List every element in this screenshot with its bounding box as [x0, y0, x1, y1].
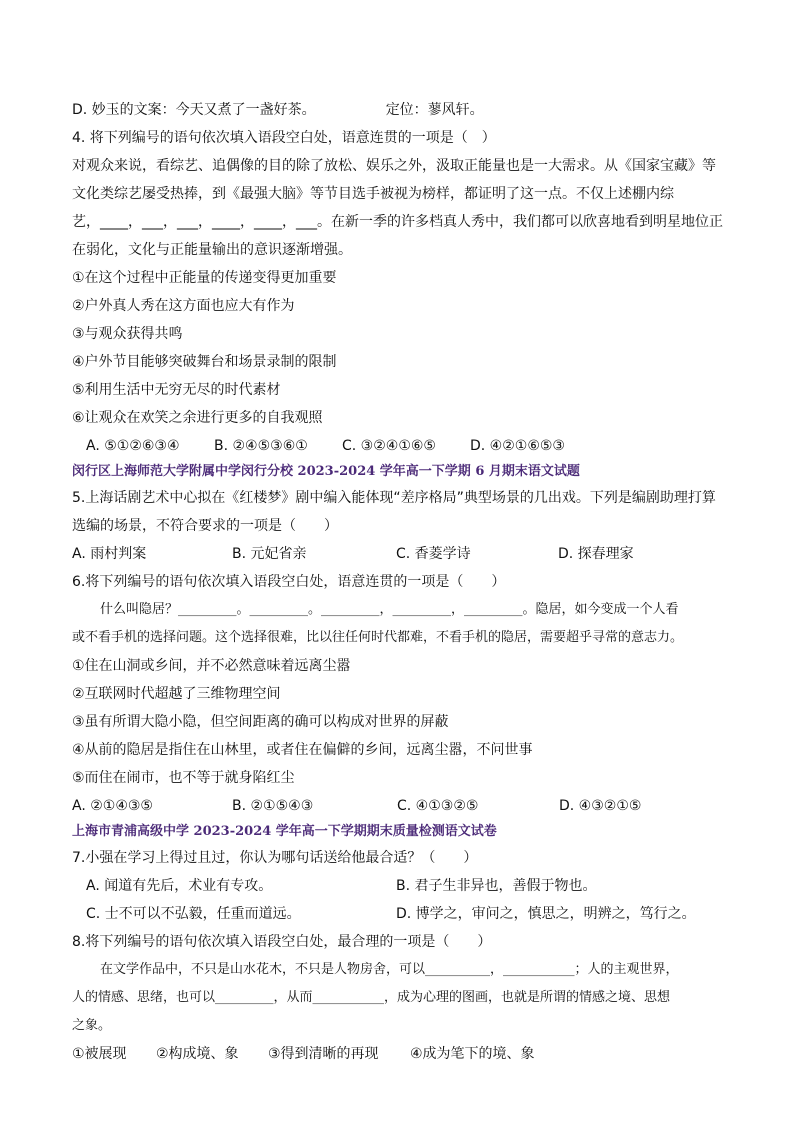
q4-paragraph-line: 文化类综艺屡受热捧，到《最强大脑》等节目选手被视为榜样，都证明了这一点。不仅上述棚内综 — [72, 186, 674, 202]
source-heading-2: 上海市青浦高级中学 2023-2024 学年高一下学期期末质量检测语文试卷 — [72, 824, 497, 839]
q4-sentence-3: ③与观众获得共鸣 — [72, 326, 183, 342]
q7-option-d: D. 博学之，审问之，慎思之，明辨之，笃行之。 — [396, 906, 696, 922]
q5-option-a: A. 雨村判案 — [72, 546, 147, 562]
q5-stem-line: 5.上海话剧艺术中心拟在《红楼梦》剧中编入能体现“差序格局”典型场景的几出戏。下列是编剧助理打算 — [72, 490, 716, 506]
q4-option-a: A. ⑤①②⑥③④ — [86, 438, 180, 454]
q7-option-b: B. 君子生非异也，善假于物也。 — [396, 878, 597, 894]
q8-sentence-2: ②构成境、象 — [156, 1046, 239, 1062]
q8-paragraph-line: 之象。 — [72, 1018, 112, 1033]
q4-sentence-2: ②户外真人秀在这方面也应大有作为 — [72, 298, 295, 314]
q6-sentence-5: ⑤而住在闹市，也不等于就身陷红尘 — [72, 770, 295, 786]
q5-option-c: C. 香菱学诗 — [396, 546, 471, 562]
q4-sentence-6: ⑥让观众在欢笑之余进行更多的自我观照 — [72, 410, 323, 426]
q4-paragraph-line: 在弱化，文化与正能量输出的意识逐渐增强。 — [72, 242, 352, 258]
q8-paragraph-line: 在文学作品中，不只是山水花木，不只是人物房舍，可以__________，___________；人的主观世界， — [100, 962, 679, 977]
q3-option-d-position: 定位：蓼风轩。 — [385, 102, 484, 118]
q5-option-b: B. 元妃省亲 — [232, 546, 307, 562]
q6-sentence-1: ①住在山洞或乡间，并不必然意味着远离尘嚣 — [72, 658, 351, 674]
q6-paragraph-line: 或不看手机的选择问题。这个选择很难，比以往任何时代都难，不看手机的隐居，需要超乎寻常的意志力。 — [72, 630, 684, 645]
q7-option-a: A. 闻道有先后，术业有专攻。 — [86, 878, 273, 894]
q4-sentence-1: ①在这个过程中正能量的传递变得更加重要 — [72, 270, 337, 286]
q4-option-b: B. ②④⑤③⑥① — [214, 438, 308, 454]
q6-option-c: C. ④①③②⑤ — [397, 798, 479, 814]
q8-sentence-4: ④成为笔下的境、象 — [410, 1046, 535, 1062]
q4-option-c: C. ③②④①⑥⑤ — [342, 438, 436, 454]
q8-sentences — [72, 1040, 724, 1068]
source-heading-1: 闵行区上海师范大学附属中学闵行分校 2023-2024 学年高一下学期 6 月期末语文试题 — [72, 464, 580, 479]
q4-stem: 4. 将下列编号的语句依次填入语段空白处，语意连贯的一项是（ ） — [72, 130, 496, 146]
q4-sentence-4: ④户外节目能够突破舞台和场景录制的限制 — [72, 354, 337, 370]
q5-options — [72, 540, 724, 568]
q4-paragraph-line: 对观众来说，看综艺、追偶像的目的除了放松、娱乐之外，汲取正能量也是一大需求。从《国家宝藏》等 — [72, 158, 716, 174]
q5-stem-line: 选编的场景，不符合要求的一项是（ ） — [72, 518, 338, 534]
q3-option-d-line — [72, 96, 724, 124]
q8-sentence-1: ①被展现 — [72, 1046, 127, 1062]
q8-stem: 8.将下列编号的语句依次填入语段空白处，最合理的一项是（ ） — [72, 934, 492, 950]
q8-sentence-3: ③得到清晰的再现 — [268, 1046, 379, 1062]
q5-option-d: D. 探春理家 — [558, 546, 634, 562]
q4-sentence-5: ⑤利用生活中无穷无尽的时代素材 — [72, 382, 281, 398]
q7-options-row-2 — [72, 900, 724, 928]
q4-option-d: D. ④②①⑥⑤③ — [470, 438, 565, 454]
q6-sentence-2: ②互联网时代超越了三维物理空间 — [72, 686, 281, 702]
exam-content — [72, 96, 724, 1068]
q4-paragraph-line: 艺，____，___，___，____，____，___。在新一季的许多档真人秀中，我们都可以欣喜地看到明星地位正 — [72, 214, 723, 230]
q6-option-a: A. ②①④③⑤ — [72, 798, 153, 814]
q6-option-d: D. ④③②①⑤ — [559, 798, 642, 814]
q4-options — [72, 432, 724, 460]
q7-option-c: C. 士不可以不弘毅，任重而道远。 — [86, 906, 301, 922]
q6-options — [72, 792, 724, 820]
q7-stem: 7.小强在学习上得过且过，你认为哪句话送给他最合适？（ ） — [72, 850, 478, 866]
q6-option-b: B. ②①⑤④③ — [232, 798, 314, 814]
q6-stem: 6.将下列编号的语句依次填入语段空白处，语意连贯的一项是（ ） — [72, 574, 506, 590]
q6-sentence-4: ④从前的隐居是指住在山林里，或者住在偏僻的乡间，远离尘嚣，不问世事 — [72, 742, 533, 758]
q7-options-row-1 — [72, 872, 724, 900]
q8-paragraph-line: 人的情感、思绪，也可以_________，从而___________，成为心理的图画，也就是所谓的情感之境、思想 — [72, 990, 671, 1005]
q3-option-d: D. 妙玉的文案：今天又煮了一盏好茶。 — [72, 102, 316, 118]
q6-paragraph-line: 什么叫隐居？_________。_________。_________，_________，_________。隐居，如今变成一个人看 — [100, 602, 679, 617]
q6-sentence-3: ③虽有所谓大隐小隐，但空间距离的确可以构成对世界的屏蔽 — [72, 714, 449, 730]
